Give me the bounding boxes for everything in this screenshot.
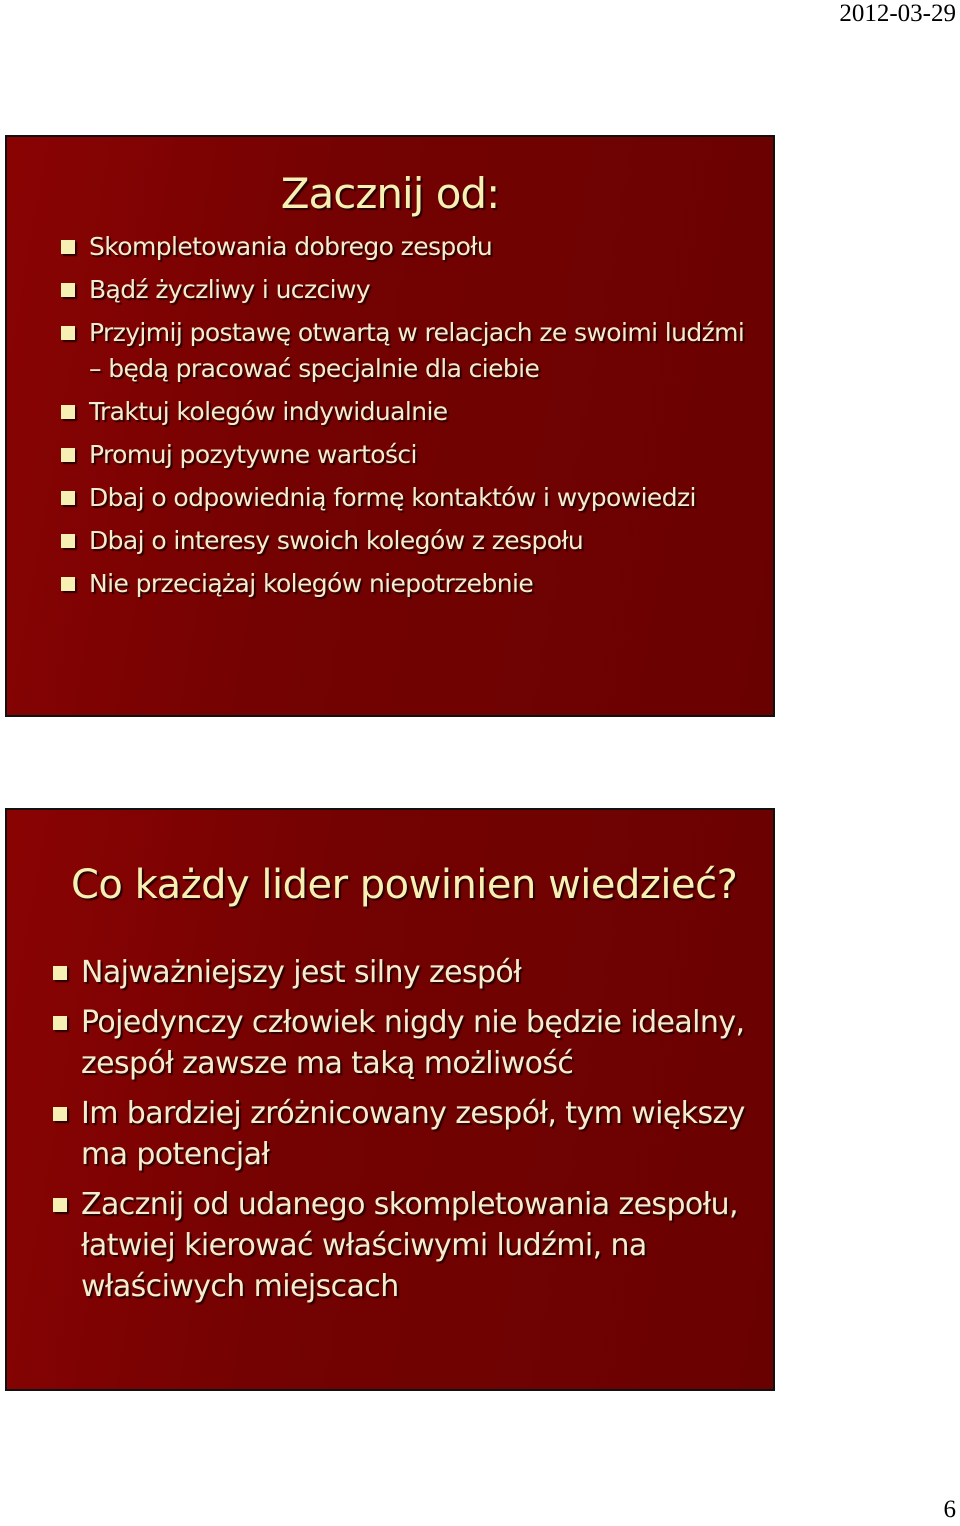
list-item-text: Traktuj kolegów indywidualnie <box>89 397 448 426</box>
list-item-text: Nie przeciążaj kolegów niepotrzebnie <box>89 569 534 598</box>
list-item-text: Zacznij od udanego skompletowania zespołu, łatwiej kierować właściwymi ludźmi, na właściwych miejscach <box>81 1187 738 1304</box>
list-item <box>61 229 761 265</box>
list-item <box>53 1184 763 1307</box>
list-item-text: Im bardziej zróżnicowany zespół, tym większy ma potencjał <box>81 1096 745 1172</box>
slide-2-bullet-list <box>53 952 763 1316</box>
list-item <box>61 523 761 559</box>
square-bullet-icon <box>61 240 75 254</box>
slide-2-title: Co każdy lider powinien wiedzieć? <box>71 862 738 908</box>
square-bullet-icon <box>61 448 75 462</box>
slide-2 <box>5 808 775 1391</box>
list-item <box>53 1002 763 1084</box>
list-item-text: Bądź życzliwy i uczciwy <box>89 275 371 304</box>
list-item <box>53 1093 763 1175</box>
square-bullet-icon <box>53 1198 67 1212</box>
square-bullet-icon <box>61 534 75 548</box>
page-number: 6 <box>943 1496 956 1523</box>
square-bullet-icon <box>61 491 75 505</box>
square-bullet-icon <box>53 966 67 980</box>
list-item <box>61 566 761 602</box>
list-item-text: Najważniejszy jest silny zespół <box>81 955 522 990</box>
list-item-text: Przyjmij postawę otwartą w relacjach ze swoimi ludźmi – będą pracować specjalnie dla ciebie <box>89 318 745 383</box>
list-item-text: Dbaj o odpowiednią formę kontaktów i wypowiedzi <box>89 483 696 512</box>
square-bullet-icon <box>61 405 75 419</box>
list-item-text: Skompletowania dobrego zespołu <box>89 232 493 261</box>
list-item <box>61 315 761 387</box>
slide-1 <box>5 135 775 717</box>
list-item-text: Promuj pozytywne wartości <box>89 440 417 469</box>
square-bullet-icon <box>61 326 75 340</box>
list-item-text: Dbaj o interesy swoich kolegów z zespołu <box>89 526 584 555</box>
square-bullet-icon <box>61 577 75 591</box>
page-date: 2012-03-29 <box>839 0 956 27</box>
square-bullet-icon <box>53 1107 67 1121</box>
slide-1-title: Zacznij od: <box>280 169 500 218</box>
square-bullet-icon <box>61 283 75 297</box>
list-item <box>61 437 761 473</box>
list-item-text: Pojedynczy człowiek nigdy nie będzie idealny, zespół zawsze ma taką możliwość <box>81 1005 745 1081</box>
list-item <box>53 952 763 993</box>
list-item <box>61 480 761 516</box>
list-item <box>61 394 761 430</box>
square-bullet-icon <box>53 1016 67 1030</box>
slide-1-bullet-list <box>61 229 761 609</box>
list-item <box>61 272 761 308</box>
